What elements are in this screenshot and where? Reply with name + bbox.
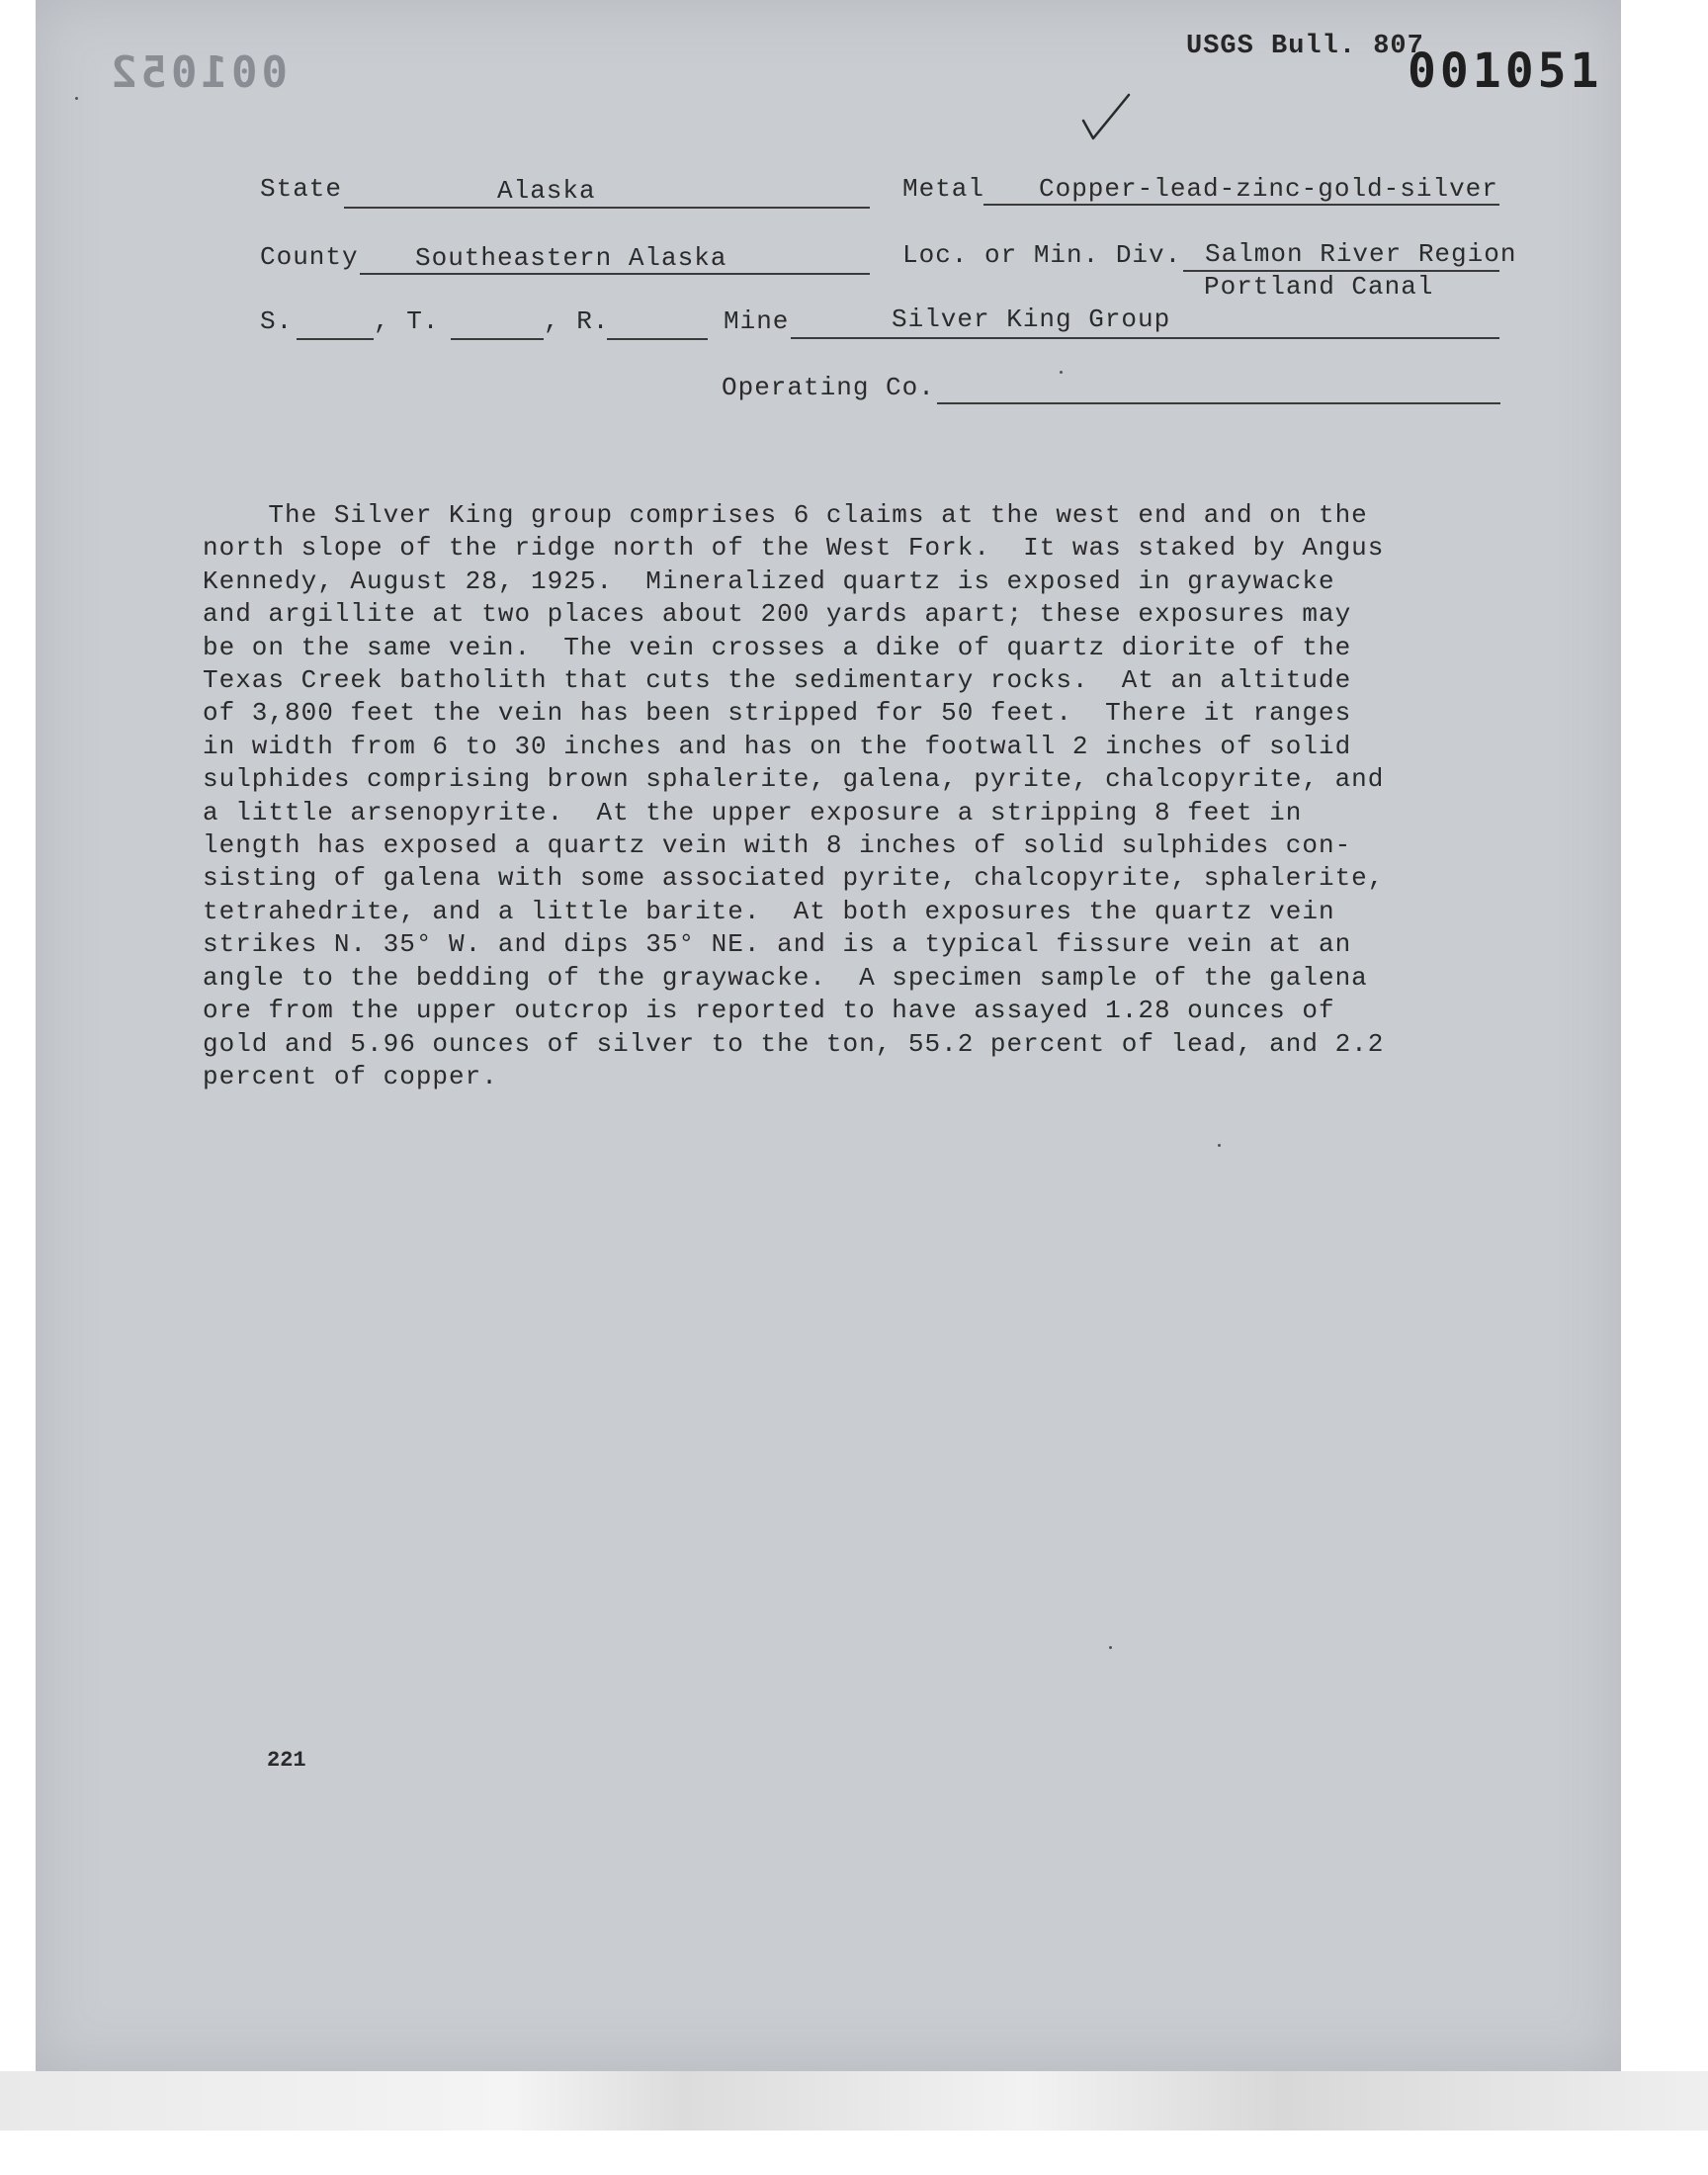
county-label: County (260, 242, 359, 272)
metal-value: Copper-lead-zinc-gold-silver (1039, 174, 1498, 204)
loc-label: Loc. or Min. Div. (902, 240, 1182, 270)
state-underline (344, 207, 870, 209)
bulletin-reference: USGS Bull. 807 (1186, 32, 1424, 61)
scan-speck (1109, 1646, 1112, 1649)
range-label: , R. (544, 306, 610, 336)
scan-speck (1218, 1144, 1221, 1147)
operating-company-underline (937, 402, 1500, 404)
mirrored-stamp-number: 001052 (107, 47, 288, 98)
section-underline (297, 338, 374, 340)
scan-speck (75, 97, 78, 100)
metal-underline (983, 204, 1499, 206)
check-mark-icon (1077, 91, 1137, 150)
scan-background-strip (0, 2071, 1708, 2131)
body-paragraph: The Silver King group comprises 6 claims at the west end and on the north slope of the ridge north of the West Fork. It was staked by Angus Kennedy, August 28, 1925. Mineralized quartz is exposed in graywacke and argillite at two places about 200 yards apart; these exposures may be on the same vein. The vein crosses a dike of quartz diorite of the Texas Creek batholith that cuts the sedimentary rocks. At an altitude of 3,800 feet the vein has been stripped for 50 feet. There it ranges in width from 6 to 30 inches and has on the footwall 2 inches of solid sulphides comprising brown sphalerite, galena, pyrite, chalcopyrite, and a little arsenopyrite. At the upper exposure a stripping 8 feet in length has exposed a quartz vein with 8 inches of solid sulphides con- sisting of galena with some associated pyrite, chalcopyrite, sphalerite, tetrahedrite, and a little barite. At both exposures the quartz vein strikes N. 35° W. and dips 35° NE. and is a typical fissure vein at an angle to the bedding of the graywacke. A specimen sample of the galena ore from the upper outcrop is reported to have assayed 1.28 ounces of gold and 5.96 ounces of silver to the ton, 55.2 percent of lead, and 2.2 percent of copper. (203, 500, 1385, 1091)
state-label: State (260, 174, 343, 204)
loc-value-line1: Salmon River Region (1205, 239, 1517, 269)
metal-label: Metal (902, 174, 985, 204)
stamp-number: 001051 (1408, 44, 1603, 99)
scan-speck (1060, 371, 1063, 374)
state-value: Alaska (497, 176, 596, 206)
mine-value: Silver King Group (892, 304, 1171, 334)
loc-value-line2: Portland Canal (1204, 272, 1434, 302)
township-label: , T. (374, 306, 440, 336)
range-underline (607, 338, 708, 340)
section-label: S. (260, 306, 294, 336)
page-number: 221 (267, 1748, 306, 1773)
mine-label: Mine (724, 306, 790, 336)
operating-company-label: Operating Co. (722, 373, 935, 402)
county-value: Southeastern Alaska (415, 243, 727, 273)
county-underline (360, 273, 870, 275)
mine-underline (791, 337, 1499, 339)
township-underline (451, 338, 544, 340)
